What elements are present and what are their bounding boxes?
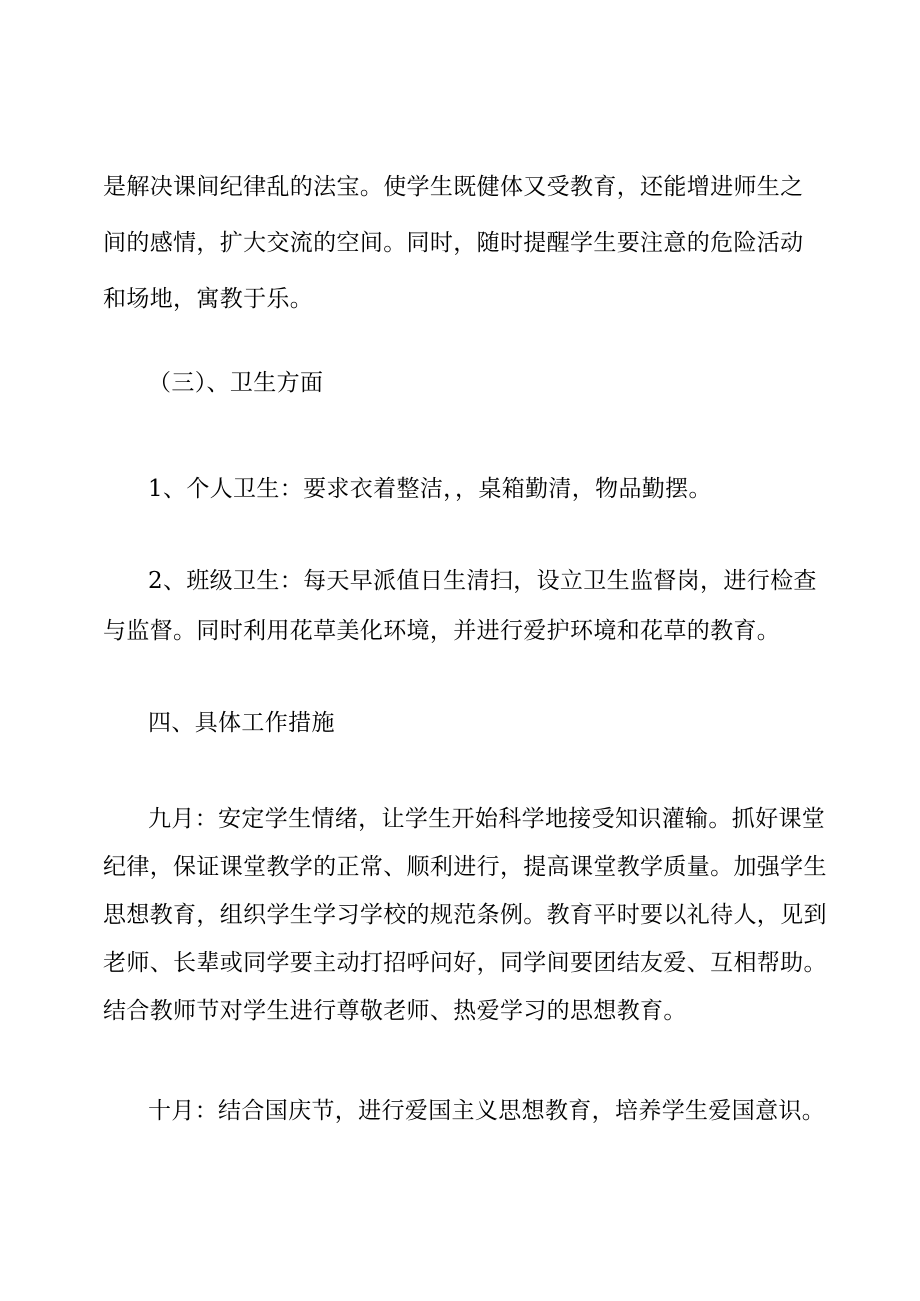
- paragraph-personal-hygiene: 1、个人卫生：要求衣着整洁，，桌箱勤清，物品勤摆。: [148, 476, 712, 502]
- paragraph-line: 老师、长辈或同学要主动打招呼问好，同学间要团结友爱、互相帮助。: [103, 950, 827, 976]
- paragraph-line: 纪律，保证课堂教学的正常、顺利进行，提高课堂教学质量。加强学生: [103, 854, 827, 880]
- paragraph-line: 2、班级卫生：每天早派值日生清扫，设立卫生监督岗，进行检查: [148, 568, 817, 594]
- section-heading-hygiene: （三）、卫生方面: [148, 370, 324, 396]
- paragraph-line: 九月：安定学生情绪，让学生开始科学地接受知识灌输。抓好课堂: [148, 806, 826, 832]
- section-heading-work-measures: 四、具体工作措施: [148, 710, 335, 736]
- paragraph-line: 与监督。同时利用花草美化环境，并进行爱护环境和花草的教育。: [103, 618, 781, 644]
- paragraph-line: 间的感情，扩大交流的空间。同时，随时提醒学生要注意的危险活动: [103, 230, 804, 256]
- paragraph-line: 是解决课间纪律乱的法宝。使学生既健体又受教育，还能增进师生之: [103, 174, 804, 200]
- paragraph-line: 和场地，寓教于乐。: [103, 286, 314, 312]
- paragraph-line: 思想教育，组织学生学习学校的规范条例。教育平时要以礼待人，见到: [103, 902, 827, 928]
- paragraph-line: 结合教师节对学生进行尊敬老师、热爱学习的思想教育。: [103, 998, 687, 1024]
- paragraph-october: 十月：结合国庆节，进行爱国主义思想教育，培养学生爱国意识。: [148, 1098, 826, 1124]
